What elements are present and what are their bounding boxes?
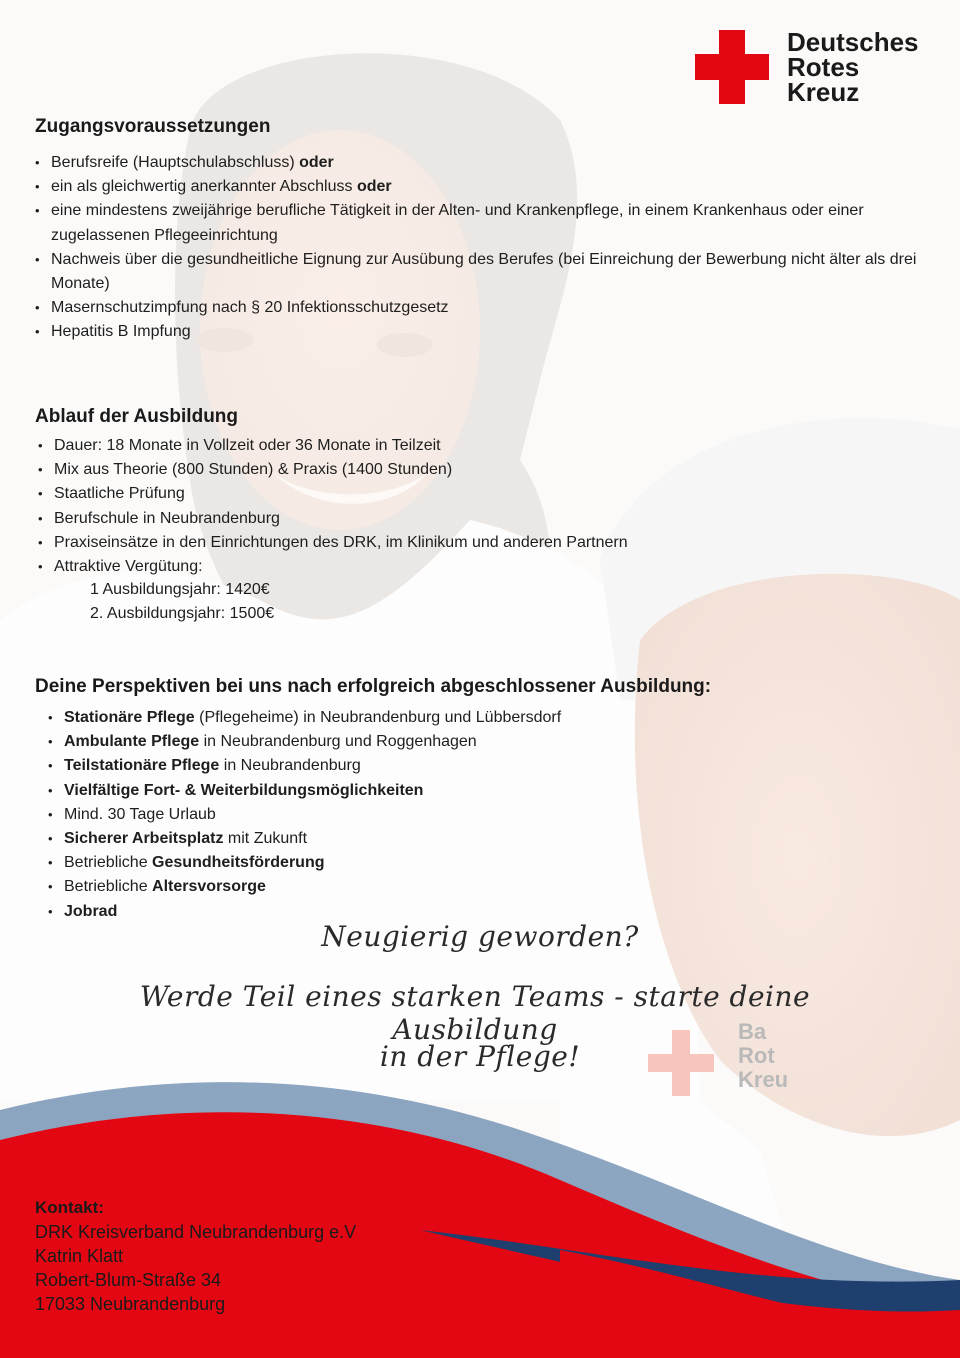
list-item: • Berufsreife (Hauptschulabschluss) oder bbox=[35, 151, 925, 175]
slogan-line1: Neugierig geworden? bbox=[321, 920, 639, 953]
list-item: • Dauer: 18 Monate in Vollzeit oder 36 Monate in Teilzeit bbox=[38, 434, 838, 458]
contact-street: Robert-Blum-Straße 34 bbox=[35, 1270, 222, 1290]
logo-line2: Rotes bbox=[787, 52, 860, 82]
logo-wordmark bbox=[787, 27, 919, 107]
perspectives-title: Deine Perspektiven bei uns nach erfolgreich abgeschlossener Ausbildung: bbox=[35, 676, 712, 697]
training-list bbox=[38, 434, 838, 579]
list-item: • Nachweis über die gesundheitliche Eignung zur Ausübung des Berufes (bei Einreichung der Bewerbung nicht älter als drei Monate) bbox=[35, 248, 925, 296]
list-item: • Jobrad bbox=[48, 900, 748, 924]
shirt-logo-line2: Rot bbox=[738, 1043, 775, 1068]
list-item: • Mix aus Theorie (800 Stunden) & Praxis (1400 Stunden) bbox=[38, 458, 838, 482]
list-item: • Masernschutzimpfung nach § 20 Infektionsschutzgesetz bbox=[35, 296, 925, 320]
training-title: Ablauf der Ausbildung bbox=[35, 406, 239, 427]
list-item: • ein als gleichwertig anerkannter Abschluss oder bbox=[35, 175, 925, 199]
list-item: • Praxiseinsätze in den Einrichtungen des DRK, im Klinikum und anderen Partnern bbox=[38, 531, 838, 555]
list-item: • eine mindestens zweijährige berufliche Tätigkeit in der Alten- und Krankenpflege, in einem Krankenhaus oder einer zugelassenen Pflegeeinrichtung bbox=[35, 199, 925, 247]
red-cross-icon bbox=[695, 30, 769, 104]
requirements-title: Zugangsvoraussetzungen bbox=[35, 116, 271, 137]
list-item: • Sicherer Arbeitsplatz mit Zukunft bbox=[48, 827, 748, 851]
pay-year2: 2. Ausbildungsjahr: 1500€ bbox=[90, 605, 275, 622]
drk-logo bbox=[695, 27, 935, 110]
requirements-list bbox=[35, 151, 925, 345]
slogan-line2: Werde Teil eines starken Teams - starte deine Ausbildung bbox=[139, 980, 811, 1046]
list-item: • Vielfältige Fort- & Weiterbildungsmöglichkeiten bbox=[48, 779, 748, 803]
contact-block bbox=[35, 1196, 356, 1316]
list-item: • Betriebliche Gesundheitsförderung bbox=[48, 851, 748, 875]
contact-person: Katrin Klatt bbox=[35, 1246, 124, 1266]
contact-org: DRK Kreisverband Neubrandenburg e.V bbox=[35, 1222, 357, 1242]
list-item: • Berufschule in Neubrandenburg bbox=[38, 507, 838, 531]
pay-year1: 1 Ausbildungsjahr: 1420€ bbox=[90, 581, 270, 598]
list-item: • Ambulante Pflege in Neubrandenburg und Roggenhagen bbox=[48, 730, 748, 754]
slogan-line3: in der Pflege! bbox=[379, 1040, 581, 1073]
logo-line3: Kreuz bbox=[787, 77, 860, 107]
list-item: • Mind. 30 Tage Urlaub bbox=[48, 803, 748, 827]
list-item: • Staatliche Prüfung bbox=[38, 482, 838, 506]
logo-line1: Deutsches bbox=[787, 27, 919, 57]
shirt-logo-line3: Kreu bbox=[738, 1067, 789, 1092]
list-item: • Hepatitis B Impfung bbox=[35, 320, 925, 344]
list-item: • Stationäre Pflege (Pflegeheime) in Neubrandenburg und Lübbersdorf bbox=[48, 706, 748, 730]
contact-heading: Kontakt: bbox=[35, 1198, 104, 1217]
list-item: • Attraktive Vergütung: bbox=[38, 555, 838, 579]
contact-city: 17033 Neubrandenburg bbox=[35, 1294, 226, 1314]
list-item: • Teilstationäre Pflege in Neubrandenburg bbox=[48, 754, 748, 778]
perspectives-list bbox=[48, 706, 748, 924]
shirt-logo-line1: Ba bbox=[738, 1019, 767, 1044]
list-item: • Betriebliche Altersvorsorge bbox=[48, 875, 748, 899]
